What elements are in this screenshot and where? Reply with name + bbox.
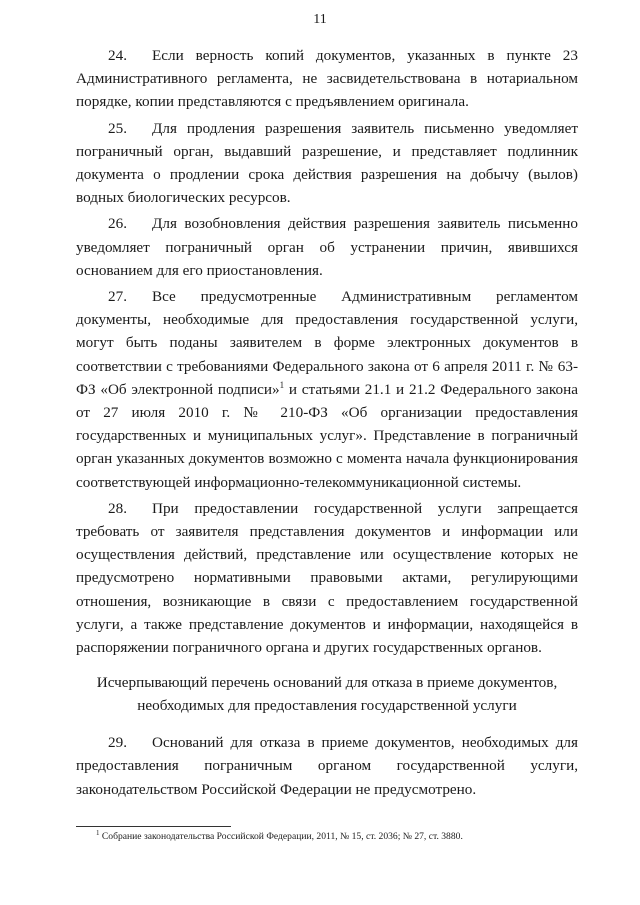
paragraph-24 — [76, 44, 578, 114]
paragraph-text: При предоставлении государственной услуги запрещается требовать от заявителя представления документов и информации или осуществления действий, представление или осуществление которых не предусмотрено нормативными правовыми актами, регулирующими отношения, возникающие в связи с предоставлением государственной услуги, а также представление документов и информации, находящейся в распоряжении пограничного органа и других государственных органов. — [76, 499, 578, 657]
paragraph-number: 26. — [108, 215, 127, 233]
paragraph-text: Если верность копий документов, указанных в пункте 23 Административного регламента, не засвидетельствована в нотариальном порядке, копии представляются с предъявлением оригинала. — [76, 47, 578, 111]
paragraph-text: Все предусмотренные Административным регламентом документы, необходимые для предоставления государственной услуги, могут быть поданы заявителем в форме электронных документов в соответствии с требованиями Федерального закона от 6 апреля 2011 г. № 63-ФЗ «Об электронной подписи» — [76, 288, 578, 398]
paragraph-number: 25. — [108, 119, 127, 137]
paragraph-text-continued: и статьями 21.1 и 21.2 Федерального закона от 27 июля 2010 г. № 210-ФЗ «Об организации предоставления государственных и муниципальных услуг». Представление в пограничный орган указанных документов возможно с момента начала функционирования соответствующей информационно-телекоммуникационной системы. — [76, 380, 578, 491]
paragraph-28 — [76, 497, 578, 659]
footnote-reference: 1 — [279, 379, 285, 390]
paragraph-number: 24. — [108, 47, 127, 64]
page-number: 11 — [313, 12, 327, 27]
paragraph-number: 28. — [108, 499, 127, 517]
paragraph-number: 27. — [108, 288, 127, 306]
paragraph-text: Для продления разрешения заявитель письменно уведомляет пограничный орган, выдавший разрешение, и представляет подлинник документа о продлении срока действия разрешения на добычу (вылов) водных биологических ресурсов. — [76, 119, 578, 207]
paragraph-29 — [76, 731, 578, 801]
paragraph-text: Для возобновления действия разрешения заявитель письменно уведомляет пограничный орган об устранении причин, явившихся основанием для его приостановления. — [76, 215, 578, 279]
document-body — [76, 44, 578, 804]
paragraph-27 — [76, 285, 578, 494]
paragraph-25 — [76, 117, 578, 210]
paragraph-text: Оснований для отказа в приеме документов, необходимых для предоставления пограничным органом государственной услуги, законодательством Российской Федерации не предусмотрено. — [76, 734, 578, 798]
footnote-divider — [76, 826, 231, 827]
footnote-text: Собрание законодательства Российской Федерации, 2011, № 15, ст. 2036; № 27, ст. 3880. — [101, 831, 463, 842]
footnote — [96, 828, 576, 843]
paragraph-number: 29. — [108, 734, 127, 752]
section-heading-line-1: Исчерпывающий перечень оснований для отказа в приеме документов, — [96, 674, 558, 692]
paragraph-26 — [76, 212, 578, 282]
section-heading-line-2: необходимых для предоставления государственной услуги — [137, 697, 517, 715]
footnote-marker: 1 — [96, 828, 100, 837]
section-heading — [76, 671, 578, 717]
